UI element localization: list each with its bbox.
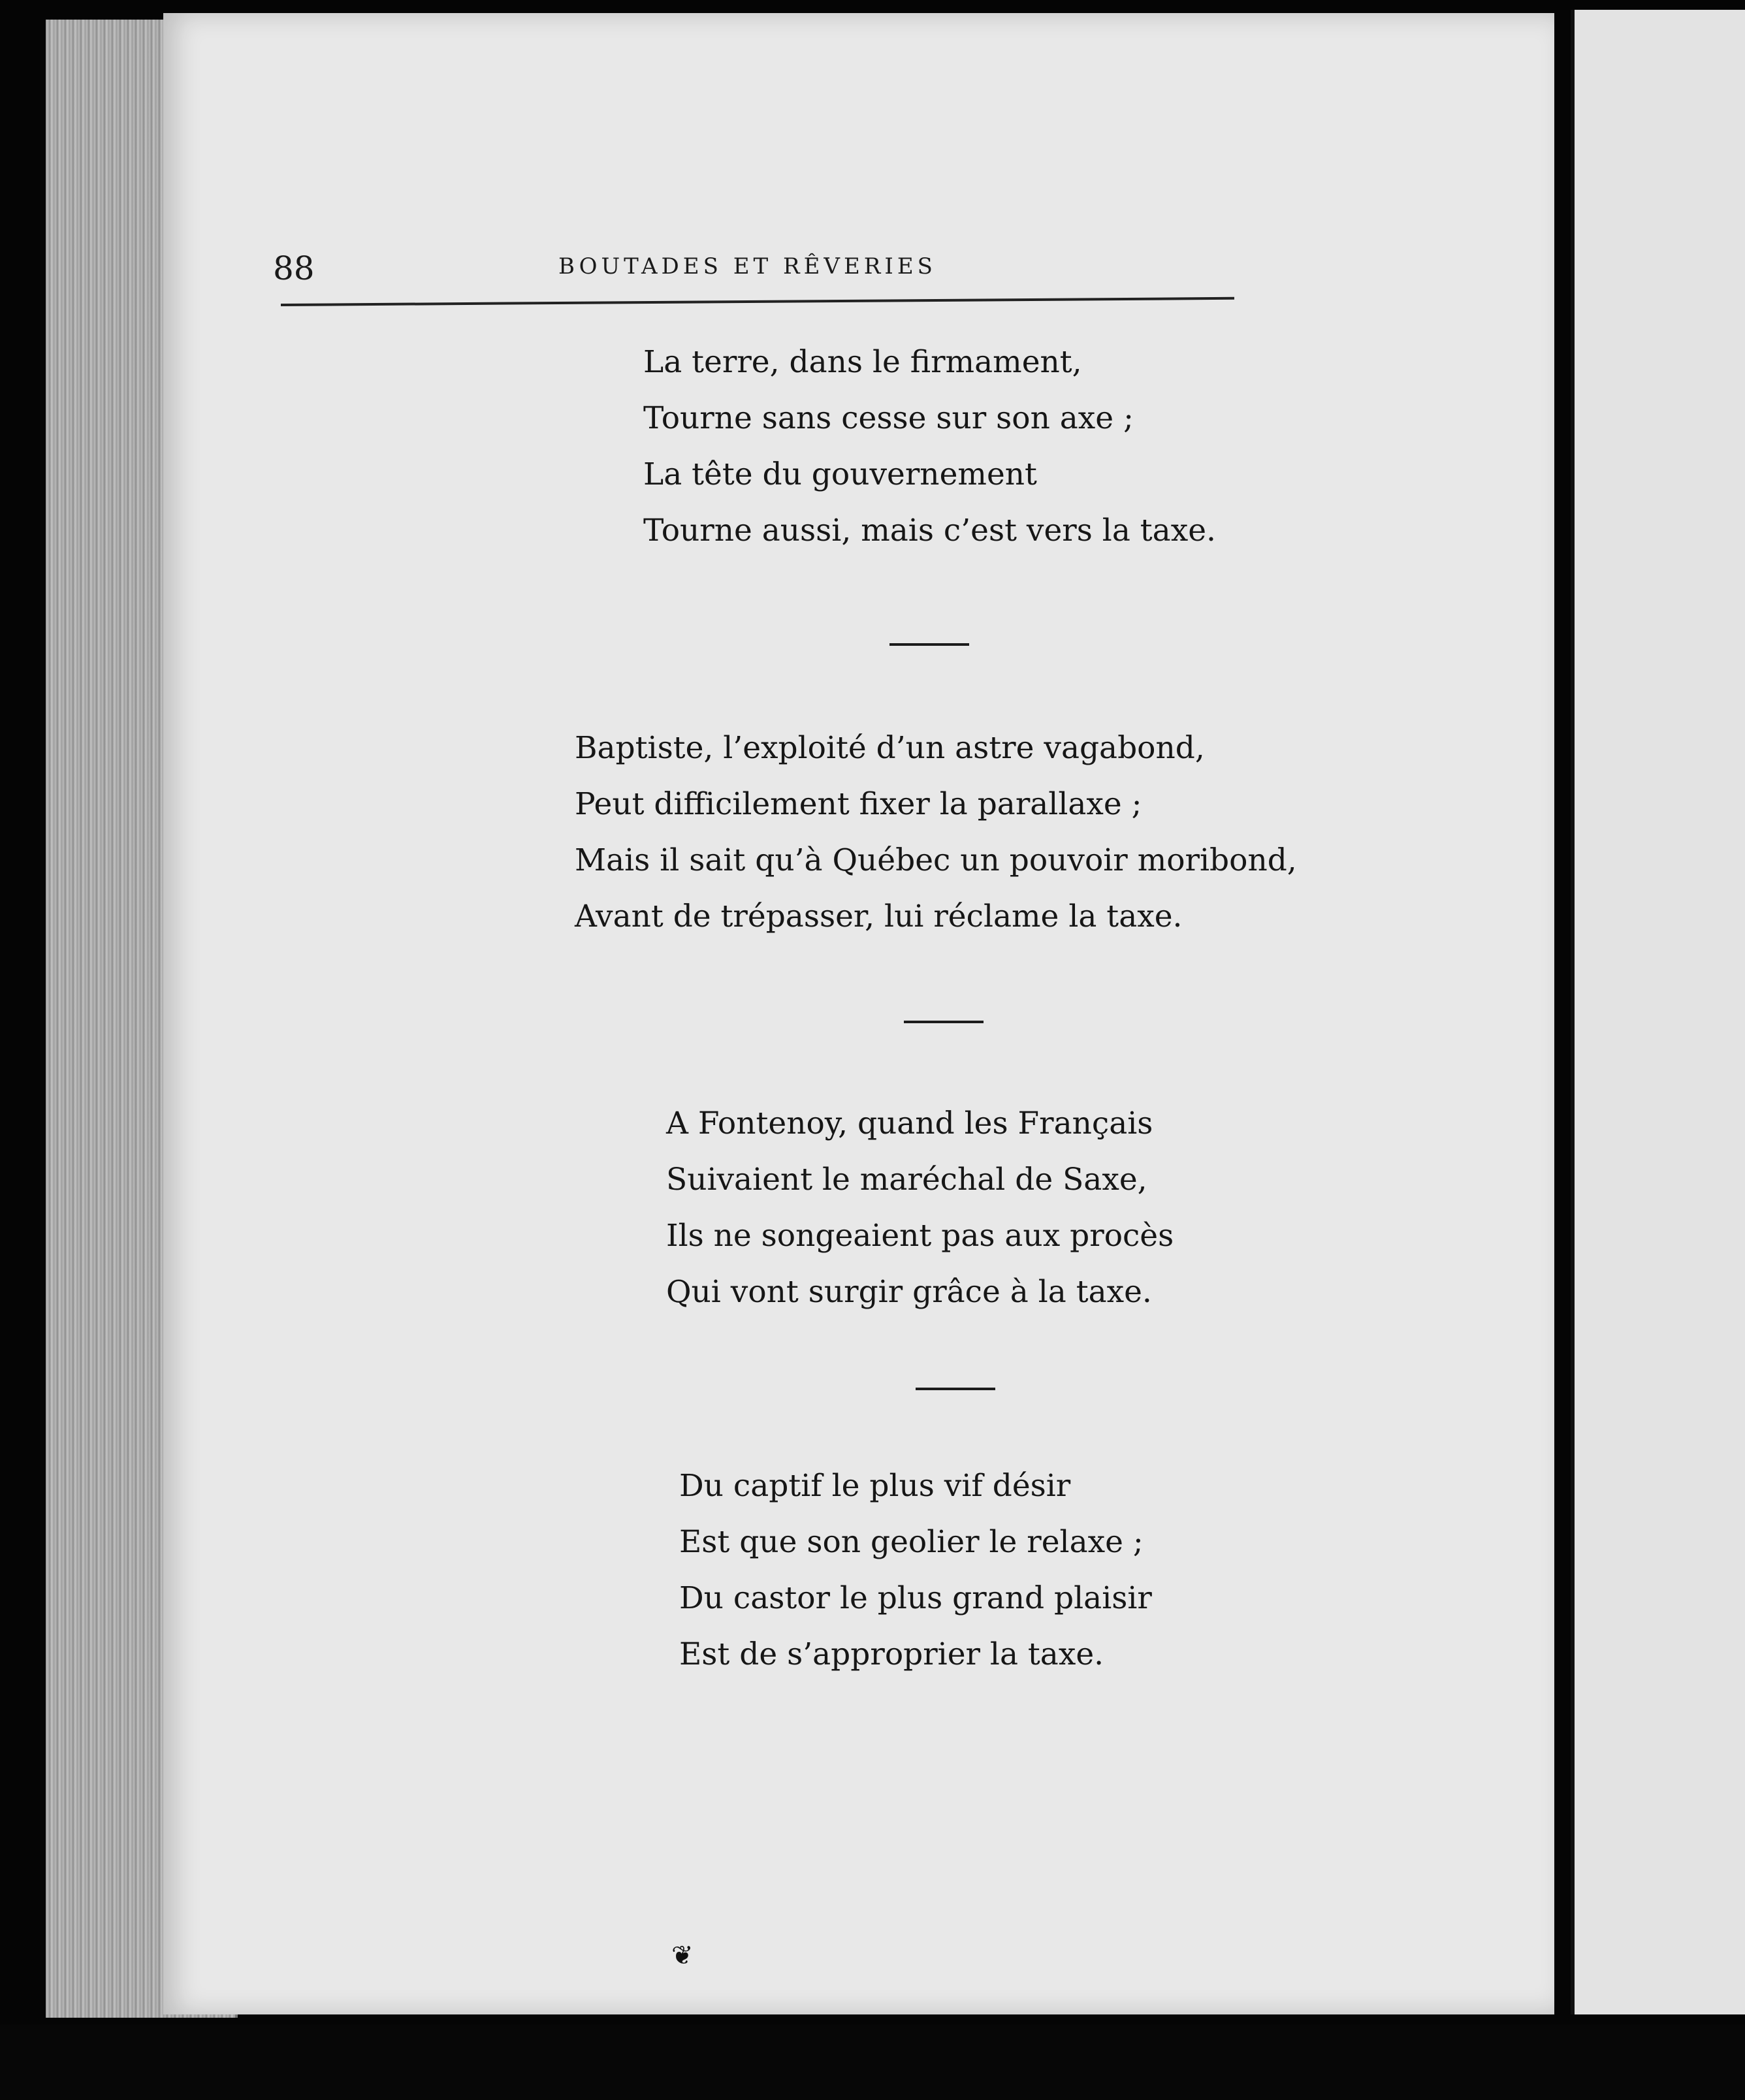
facing-page-edge bbox=[1571, 10, 1745, 2014]
verse-line: Du captif le plus vif désir bbox=[679, 1468, 1071, 1504]
section-separator bbox=[889, 643, 969, 646]
book-page bbox=[163, 13, 1554, 2014]
scan-border bbox=[0, 2024, 1745, 2100]
stanza-2 bbox=[575, 720, 1297, 945]
section-separator bbox=[916, 1388, 995, 1390]
stanza-3 bbox=[666, 1096, 1174, 1320]
verse-line: Tourne aussi, mais c’est vers la taxe. bbox=[643, 513, 1216, 549]
section-separator bbox=[904, 1021, 984, 1023]
verse-line: Ils ne songeaient pas aux procès bbox=[666, 1218, 1174, 1254]
verse-line: A Fontenoy, quand les Français bbox=[666, 1106, 1153, 1141]
page-number: 88 bbox=[273, 249, 315, 287]
verse-line: Mais il sait qu’à Québec un pouvoir moribond, bbox=[575, 842, 1297, 878]
verse-line: La terre, dans le firmament, bbox=[643, 344, 1082, 380]
verse-line: Baptiste, l’exploité d’un astre vagabond, bbox=[575, 730, 1205, 766]
verse-line: Est de s’approprier la taxe. bbox=[679, 1636, 1104, 1672]
running-head bbox=[0, 249, 1745, 289]
stanza-4 bbox=[679, 1458, 1152, 1683]
verse-line: Tourne sans cesse sur son axe ; bbox=[643, 400, 1134, 436]
verse-line: Suivaient le maréchal de Saxe, bbox=[666, 1162, 1147, 1198]
verse-line: Avant de trépasser, lui réclame la taxe. bbox=[575, 899, 1183, 934]
verse-line: Peut difficilement fixer la parallaxe ; bbox=[575, 786, 1142, 822]
verse-line: Du castor le plus grand plaisir bbox=[679, 1580, 1152, 1616]
running-title: BOUTADES ET RÊVERIES bbox=[558, 253, 937, 279]
fleuron-ornament-icon: ❦ bbox=[671, 1941, 694, 1971]
verse-line: Est que son geolier le relaxe ; bbox=[679, 1524, 1144, 1560]
verse-line: Qui vont surgir grâce à la taxe. bbox=[666, 1274, 1152, 1310]
stanza-1 bbox=[643, 334, 1216, 559]
verse-line: La tête du gouvernement bbox=[643, 456, 1037, 492]
